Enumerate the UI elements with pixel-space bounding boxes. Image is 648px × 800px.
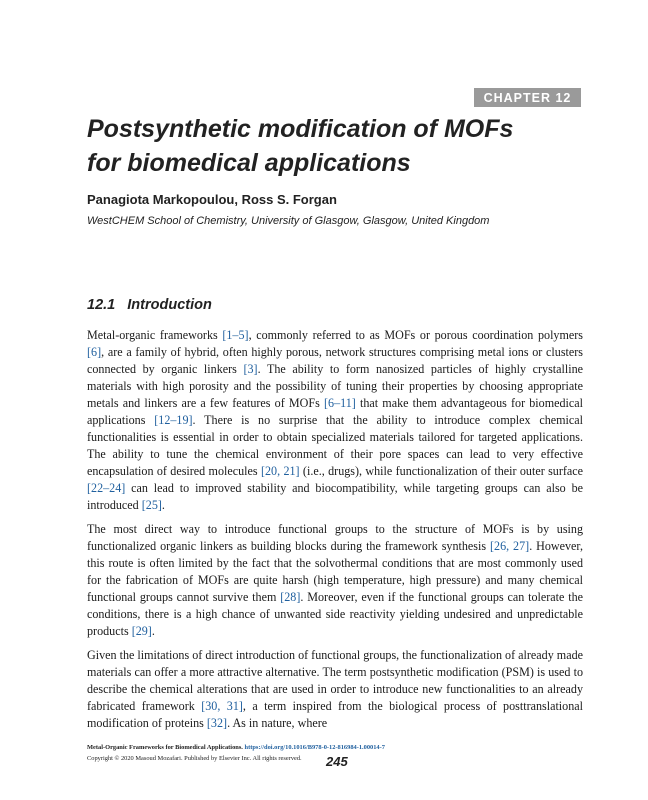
section-heading — [87, 297, 212, 313]
citation-link[interactable]: [3] — [243, 362, 258, 376]
paragraph-text: , are a family of hybrid, often highly porous, network structures comprising metal ions or clusters connected by organic linkers — [87, 345, 583, 376]
paragraph-text: , a term inspired from the biological process of posttranslational modification of proteins — [87, 699, 583, 730]
citation-link[interactable]: [25] — [141, 498, 162, 512]
citation-link[interactable]: [32] — [206, 716, 228, 730]
authors: Panagiota Markopoulou, Ross S. Forgan — [87, 192, 337, 207]
paragraph-text: . As in nature, where — [227, 716, 328, 730]
doi-link[interactable]: https://doi.org/10.1016/B978-0-12-816984-1.00014-7 — [244, 744, 385, 751]
paragraph-text: . — [161, 498, 165, 512]
citation-link[interactable]: [1–5] — [222, 328, 249, 342]
paragraph-text: . The ability to form nanosized particles of highly crystalline materials with high porosity and the possibility of tuning their properties by choosing appropriate metals and linkers are a few features of MOFs — [87, 362, 583, 410]
citation-link[interactable]: [6–11] — [324, 396, 356, 410]
paragraph-text: that make them advantageous for biomedical applications — [87, 396, 583, 427]
paragraph-text: . However, this route is often limited by the fact that the solvothermal conditions that are most commonly used for the fabrication of MOFs are quite harsh (high temperature, high pressure) and many chemical functional groups cannot survive them — [87, 539, 583, 604]
citation-link[interactable]: [6] — [87, 345, 102, 359]
footer-citation — [87, 744, 385, 751]
paragraph-text: The most direct way to introduce functional groups to the structure of MOFs is by using functionalized organic linkers as building blocks during the framework synthesis — [87, 522, 583, 553]
citation-link[interactable]: [26, 27] — [490, 539, 530, 553]
chapter-title — [87, 112, 607, 180]
footer-book-title: Metal-Organic Frameworks for Biomedical Applications. — [87, 744, 243, 751]
citation-link[interactable]: [12–19] — [154, 413, 193, 427]
paragraph-text: Given the limitations of direct introduction of functional groups, the functionalization of already made materials can offer a more attractive alternative. The term postsynthetic modification (PSM) is used to describe the chemical alterations that are used in order to introduce new functionalities to an already fabricated framework — [87, 648, 583, 713]
citation-link[interactable]: [28] — [280, 590, 301, 604]
chapter-label: CHAPTER 12 — [474, 88, 581, 107]
paragraph-text: (i.e., drugs), while functionalization of their outer surface — [299, 464, 583, 478]
title-line-1: Postsynthetic modification of MOFs — [87, 115, 514, 143]
paragraph-text: . Moreover, even if the functional groups can tolerate the conditions, there is a high chance of unwanted side reactivity yielding undesired and unpredictable products — [87, 590, 584, 638]
paragraph-text: , commonly referred to as MOFs or porous coordination polymers — [248, 328, 583, 342]
citation-link[interactable]: [22–24] — [87, 481, 126, 495]
body-text — [87, 327, 583, 739]
paragraph-text: . — [151, 624, 155, 638]
footer-copyright: Copyright © 2020 Masoud Mozafari. Published by Elsevier Inc. All rights reserved. — [87, 755, 302, 762]
title-line-2: for biomedical applications — [87, 149, 411, 177]
paragraph-text: . There is no surprise that the ability to introduce complex chemical functionalities is essential in order to obtain specialized materials tailored for targeted applications. The ability to tune the chemical environment of their pore spaces can lead to very effective encapsulation of desired molecules — [87, 413, 583, 478]
paragraph-text: can lead to improved stability and biocompatibility, while targeting groups can also be introduced — [87, 481, 583, 512]
paragraph — [87, 521, 583, 640]
section-number: 12.1 — [87, 297, 116, 313]
citation-link[interactable]: [20, 21] — [260, 464, 300, 478]
paragraph — [87, 647, 583, 732]
page-number: 245 — [326, 754, 348, 769]
paragraph — [87, 327, 583, 514]
citation-link[interactable]: [29] — [131, 624, 152, 638]
affiliation: WestCHEM School of Chemistry, University of Glasgow, Glasgow, United Kingdom — [87, 215, 490, 227]
paragraph-text: Metal-organic frameworks — [87, 328, 223, 342]
citation-link[interactable]: [30, 31] — [201, 699, 243, 713]
section-title: Introduction — [127, 297, 212, 313]
